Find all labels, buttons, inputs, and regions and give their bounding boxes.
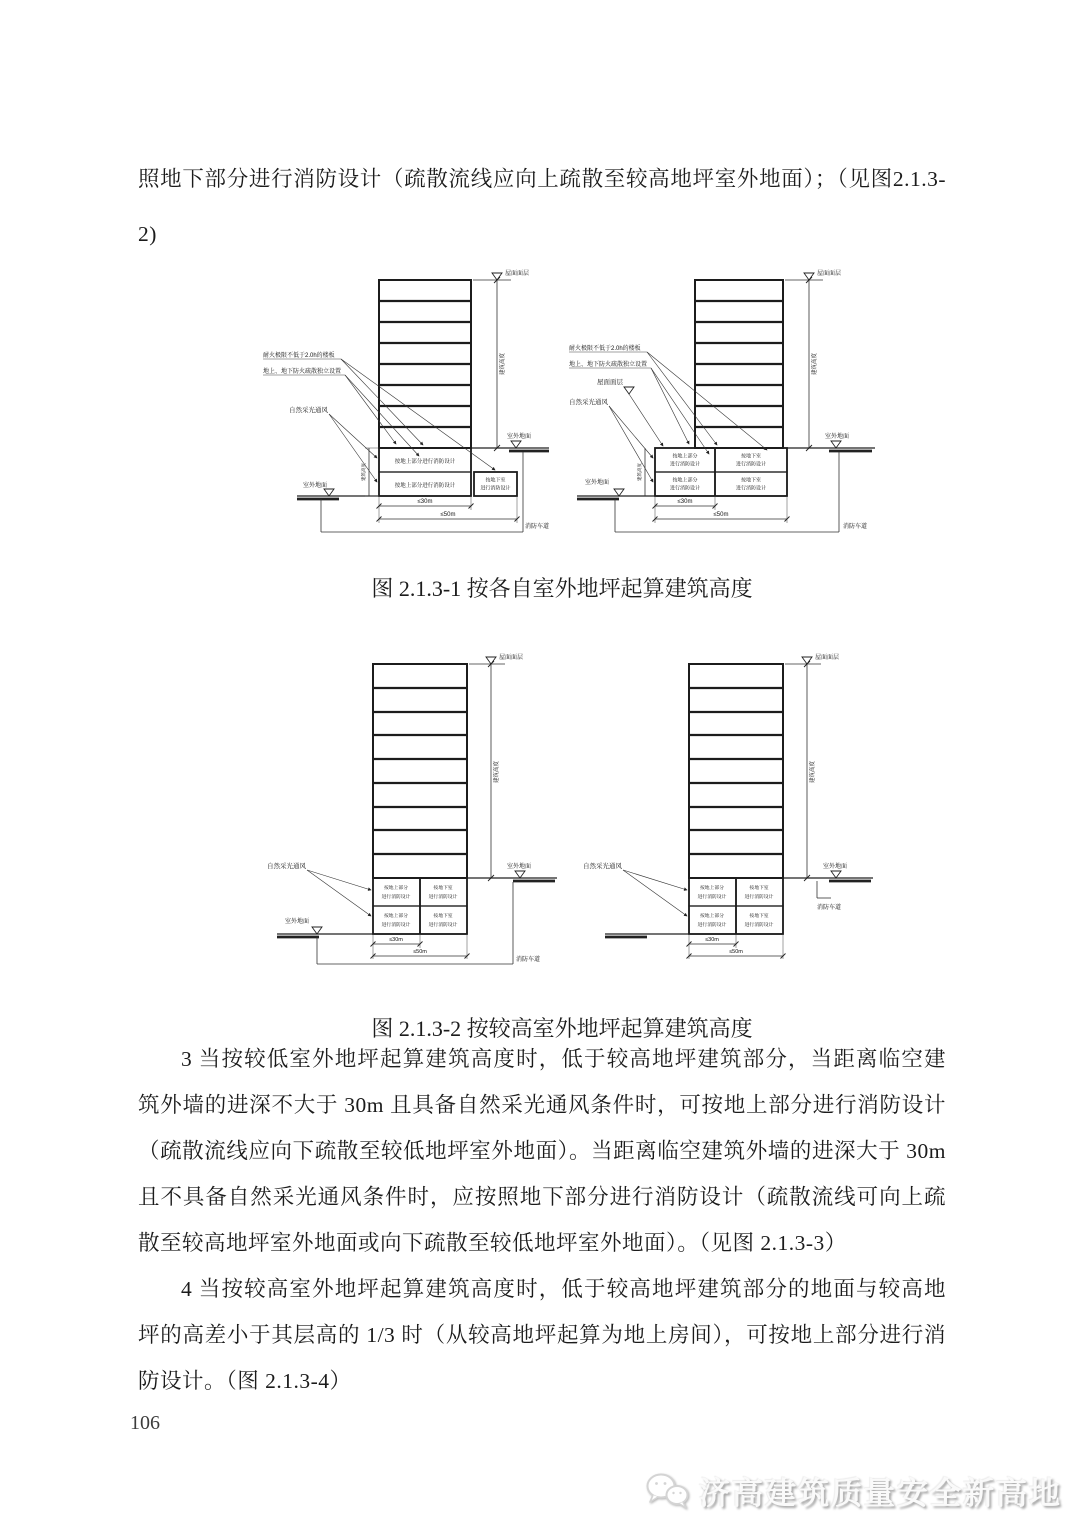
label-above-1: 按地上部分 [672, 453, 698, 460]
label-above-3: 按地上部分 [700, 914, 724, 919]
bottom-dimensions [687, 934, 786, 959]
body-text [138, 1036, 946, 1404]
podium [379, 448, 517, 496]
left-ground [605, 934, 689, 937]
label-fire-lane: 消防车道 [843, 524, 868, 530]
label-basement-4: 进行消防设计 [744, 923, 774, 928]
figure-caption-2132: 图 2.1.3-2 按较高室外地坪起算建筑高度 [371, 1016, 753, 1041]
figure-2131-left-building-diagram [261, 262, 551, 542]
right-ground [467, 862, 557, 881]
left-ground [277, 917, 373, 937]
leader-labels [267, 861, 371, 916]
label-fire-slab: 耐火极限不低于2.0h的楼板 [263, 353, 335, 359]
label-basement-2: 进行消防设计 [735, 461, 767, 468]
label-roof-surface: 屋面面层 [505, 271, 530, 277]
paragraph-top: 照地下部分进行消防设计（疏散流线应向上疏散至较高地坪室外地面）；（见图2.1.3-2) [138, 166, 946, 246]
label-dim-50m: ≤50m [729, 949, 743, 955]
label-basement-1: 按地下室 [433, 886, 453, 891]
label-dim-30m: ≤30m [389, 937, 403, 943]
label-fire-lane: 消防车道 [817, 905, 842, 911]
label-above-design-row1: 按地上部分进行消防设计 [394, 459, 456, 465]
bottom-dimensions [371, 934, 470, 959]
left-ground [297, 481, 379, 499]
label-roof-surface: 屋面面层 [815, 655, 840, 661]
right-ground [787, 432, 875, 451]
label-lower-building-height: 建筑高度 [637, 463, 642, 481]
height-dimension [469, 653, 523, 881]
tower [689, 664, 783, 878]
label-natural-light: 自然采光通风 [583, 863, 622, 870]
label-dim-30m: ≤30m [677, 499, 693, 505]
label-building-height: 建筑高度 [500, 352, 506, 376]
figure-2132-left-building-diagram [261, 648, 561, 968]
page-number: 106 [130, 1412, 160, 1434]
label-above-3: 按地上部分 [384, 914, 408, 919]
label-outdoor-ground-left: 室外地面 [303, 483, 328, 489]
right-ground [471, 432, 549, 451]
label-fire-lane: 消防车道 [516, 957, 541, 963]
podium [689, 878, 783, 934]
label-fire-slab: 耐火极限不低于2.0h的楼板 [569, 346, 641, 352]
label-basement-design-2: 进行消防设计 [480, 485, 511, 492]
label-basement-4: 进行消防设计 [735, 485, 767, 492]
label-basement-3: 按地下室 [749, 914, 769, 919]
label-basement-3: 按地下室 [433, 914, 453, 919]
label-basement-design-1: 按地下室 [485, 477, 506, 484]
label-above-3: 按地上部分 [672, 477, 698, 484]
bottom-dimensions [653, 496, 790, 523]
label-above-design-row2: 按地上部分进行消防设计 [394, 483, 456, 489]
label-fire-lane: 消防车道 [525, 524, 550, 530]
height-dimension [473, 269, 532, 451]
label-roof-surface: 屋面面层 [499, 655, 524, 661]
label-dim-30m: ≤30m [417, 499, 433, 505]
label-building-height: 建筑高度 [494, 760, 500, 784]
height-dimension [785, 269, 841, 451]
label-above-2: 进行消防设计 [669, 461, 701, 468]
label-above-4: 进行消防设计 [697, 923, 727, 928]
leader-labels [583, 861, 687, 916]
wechat-icon [645, 1471, 691, 1511]
label-building-height: 建筑高度 [812, 352, 818, 376]
tower [373, 664, 467, 878]
label-independent-evac: 地上、地下防火疏散独立设置 [263, 369, 342, 375]
label-dim-50m: ≤50m [713, 512, 729, 518]
label-outdoor-ground-right: 室外地面 [823, 864, 848, 870]
figure-caption-2131: 图 2.1.3-1 按各自室外地坪起算建筑高度 [371, 576, 753, 601]
lower-height-dimension [360, 448, 379, 496]
figure-2131-right-building-diagram [567, 262, 877, 542]
podium [655, 448, 787, 496]
label-basement-4: 进行消防设计 [428, 923, 458, 928]
label-outdoor-ground-right: 室外地面 [507, 864, 532, 870]
label-lower-building-height: 建筑高度 [361, 463, 366, 481]
label-dim-30m: ≤30m [705, 937, 719, 943]
label-outdoor-ground-left: 室外地面 [585, 480, 610, 486]
label-dim-50m: ≤50m [413, 949, 427, 955]
label-basement-2: 进行消防设计 [428, 895, 458, 900]
label-dim-50m: ≤50m [440, 512, 456, 518]
label-roof-surface-podium: 屋面面层 [597, 379, 623, 386]
label-building-height: 建筑高度 [810, 760, 816, 784]
bottom-dimensions [377, 496, 520, 523]
podium [373, 878, 467, 934]
tower [379, 280, 471, 448]
label-outdoor-ground-left: 室外地面 [285, 919, 310, 925]
label-above-1: 按地上部分 [700, 886, 724, 891]
label-natural-light: 自然采光通风 [289, 407, 328, 414]
left-ground [577, 478, 655, 499]
tower [695, 280, 783, 448]
watermark-text: 济高建筑质量安全新高地 [699, 1476, 1062, 1511]
label-natural-light: 自然采光通风 [569, 399, 608, 406]
label-outdoor-ground-right: 室外地面 [507, 434, 532, 440]
label-natural-light: 自然采光通风 [267, 863, 306, 870]
label-above-2: 进行消防设计 [381, 895, 411, 900]
footer-watermark [645, 1468, 1062, 1513]
label-outdoor-ground-right: 室外地面 [825, 434, 850, 440]
label-basement-1: 按地下室 [740, 453, 762, 460]
label-above-2: 进行消防设计 [697, 895, 727, 900]
paragraph-3: 3 当按较低室外地坪起算建筑高度时，低于较高地坪建筑部分，当距离临空建筑外墙的进深不大于 30m 且具备自然采光通风条件时，可按地上部分进行消防设计（疏散流线应向下疏散至较低地坪室外地面）。当距离临空建筑外墙的进深大于 30m 且不具备自然采光通风条件时，应按照地下部分进行消防设计（疏散流线可向上疏散至较高地坪室外地面或向下疏散至较低地坪室外地面）。（见图 2.1.3-3） [138, 1047, 946, 1255]
label-independent-evac: 地上、地下防火疏散独立设置 [569, 362, 648, 368]
height-dimension [785, 653, 839, 881]
figure-2132-right-building-diagram [577, 648, 877, 968]
label-above-4: 进行消防设计 [381, 923, 411, 928]
label-above-4: 进行消防设计 [669, 485, 701, 492]
right-ground [783, 862, 873, 911]
label-basement-1: 按地下室 [749, 886, 769, 891]
figure-2131 [0, 262, 1080, 542]
figure-2132 [0, 648, 1080, 968]
label-above-1: 按地上部分 [384, 886, 408, 891]
paragraph-4: 4 当按较高室外地坪起算建筑高度时，低于较高地坪建筑部分的地面与较高地坪的高差小于其层高的 1/3 时（从较高地坪起算为地上房间），可按地上部分进行消防设计。（图 2.1.3-4） [138, 1277, 946, 1393]
label-roof-surface: 屋面面层 [817, 271, 842, 277]
label-basement-3: 按地下室 [740, 477, 762, 484]
label-basement-2: 进行消防设计 [744, 895, 774, 900]
